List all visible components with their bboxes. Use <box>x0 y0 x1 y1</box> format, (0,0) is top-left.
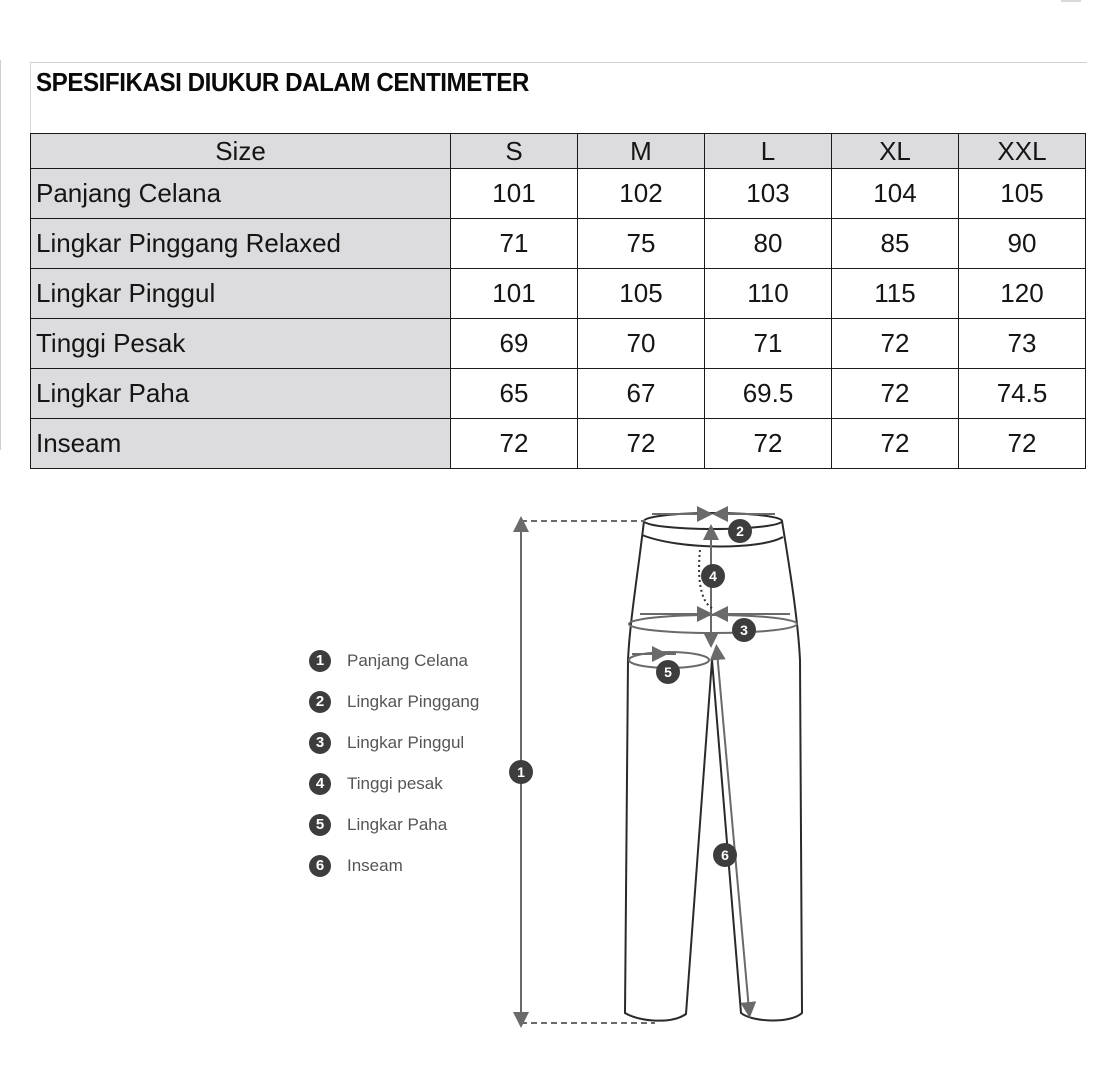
size-table <box>30 133 1086 469</box>
table-cell: 69.5 <box>705 369 832 419</box>
svg-text:4: 4 <box>709 568 717 584</box>
table-cell: 105 <box>578 269 705 319</box>
legend-label: Lingkar Pinggang <box>347 691 480 711</box>
table-cell: 102 <box>578 169 705 219</box>
legend-label: Inseam <box>347 855 403 875</box>
table-cell: 101 <box>451 269 578 319</box>
row-label: Tinggi Pesak <box>31 319 451 369</box>
table-cell: 71 <box>705 319 832 369</box>
pants-measurement-diagram <box>0 480 1118 1080</box>
number-badge-icon: 6 <box>309 855 331 877</box>
table-cell: 71 <box>451 219 578 269</box>
measure-lingkar-pinggul <box>629 614 797 633</box>
header-xxl: XXL <box>959 134 1086 169</box>
table-cell: 73 <box>959 319 1086 369</box>
table-cell: 120 <box>959 269 1086 319</box>
badge-3-icon <box>732 618 756 642</box>
header-l: L <box>705 134 832 169</box>
table-cell: 103 <box>705 169 832 219</box>
row-label: Lingkar Paha <box>31 369 451 419</box>
table-cell: 75 <box>578 219 705 269</box>
svg-text:1: 1 <box>517 764 525 780</box>
table-cell: 104 <box>832 169 959 219</box>
row-label: Lingkar Pinggul <box>31 269 451 319</box>
table-cell: 72 <box>705 419 832 469</box>
badge-4-icon <box>701 564 725 588</box>
svg-text:3: 3 <box>740 622 748 638</box>
badge-6-icon <box>713 843 737 867</box>
number-badge-icon: 5 <box>309 814 331 836</box>
table-cell: 72 <box>832 319 959 369</box>
table-cell: 72 <box>832 419 959 469</box>
table-cell: 72 <box>959 419 1086 469</box>
table-row <box>31 319 1086 369</box>
legend-label: Lingkar Paha <box>347 814 448 834</box>
table-cell: 85 <box>832 219 959 269</box>
header-size: Size <box>31 134 451 169</box>
table-cell: 72 <box>832 369 959 419</box>
table-row <box>31 419 1086 469</box>
number-badge-icon: 3 <box>309 732 331 754</box>
table-cell: 70 <box>578 319 705 369</box>
table-cell: 67 <box>578 369 705 419</box>
svg-text:2: 2 <box>736 523 744 539</box>
header-s: S <box>451 134 578 169</box>
row-label: Panjang Celana <box>31 169 451 219</box>
legend-label: Tinggi pesak <box>347 773 443 793</box>
row-label: Inseam <box>31 419 451 469</box>
table-cell: 74.5 <box>959 369 1086 419</box>
svg-text:6: 6 <box>721 847 729 863</box>
left-edge-divider <box>0 60 1 450</box>
number-badge-icon: 1 <box>309 650 331 672</box>
table-cell: 69 <box>451 319 578 369</box>
legend-label: Lingkar Pinggul <box>347 732 465 752</box>
pants-illustration <box>0 480 1118 1080</box>
marker-badges <box>509 519 756 867</box>
table-cell: 72 <box>578 419 705 469</box>
table-cell: 65 <box>451 369 578 419</box>
header-xl: XL <box>832 134 959 169</box>
table-header-row <box>31 134 1086 169</box>
scroll-nub <box>1061 0 1081 2</box>
number-badge-icon: 2 <box>309 691 331 713</box>
table-cell: 101 <box>451 169 578 219</box>
table-cell: 110 <box>705 269 832 319</box>
table-row <box>31 169 1086 219</box>
legend-label: Panjang Celana <box>347 650 468 670</box>
pants-outline <box>625 513 802 1021</box>
page-title: SPESIFIKASI DIUKUR DALAM CENTIMETER <box>36 67 529 97</box>
table-row <box>31 369 1086 419</box>
measure-inseam <box>717 652 749 1010</box>
table-cell: 80 <box>705 219 832 269</box>
table-cell: 105 <box>959 169 1086 219</box>
badge-1-icon <box>509 760 533 784</box>
table-row <box>31 269 1086 319</box>
row-label: Lingkar Pinggang Relaxed <box>31 219 451 269</box>
table-cell: 90 <box>959 219 1086 269</box>
table-row <box>31 219 1086 269</box>
table-cell: 115 <box>832 269 959 319</box>
title-block <box>31 63 1087 133</box>
svg-text:5: 5 <box>664 664 672 680</box>
badge-2-icon <box>728 519 752 543</box>
header-m: M <box>578 134 705 169</box>
badge-5-icon <box>656 660 680 684</box>
table-cell: 72 <box>451 419 578 469</box>
number-badge-icon: 4 <box>309 773 331 795</box>
size-spec-sheet <box>30 62 1087 469</box>
